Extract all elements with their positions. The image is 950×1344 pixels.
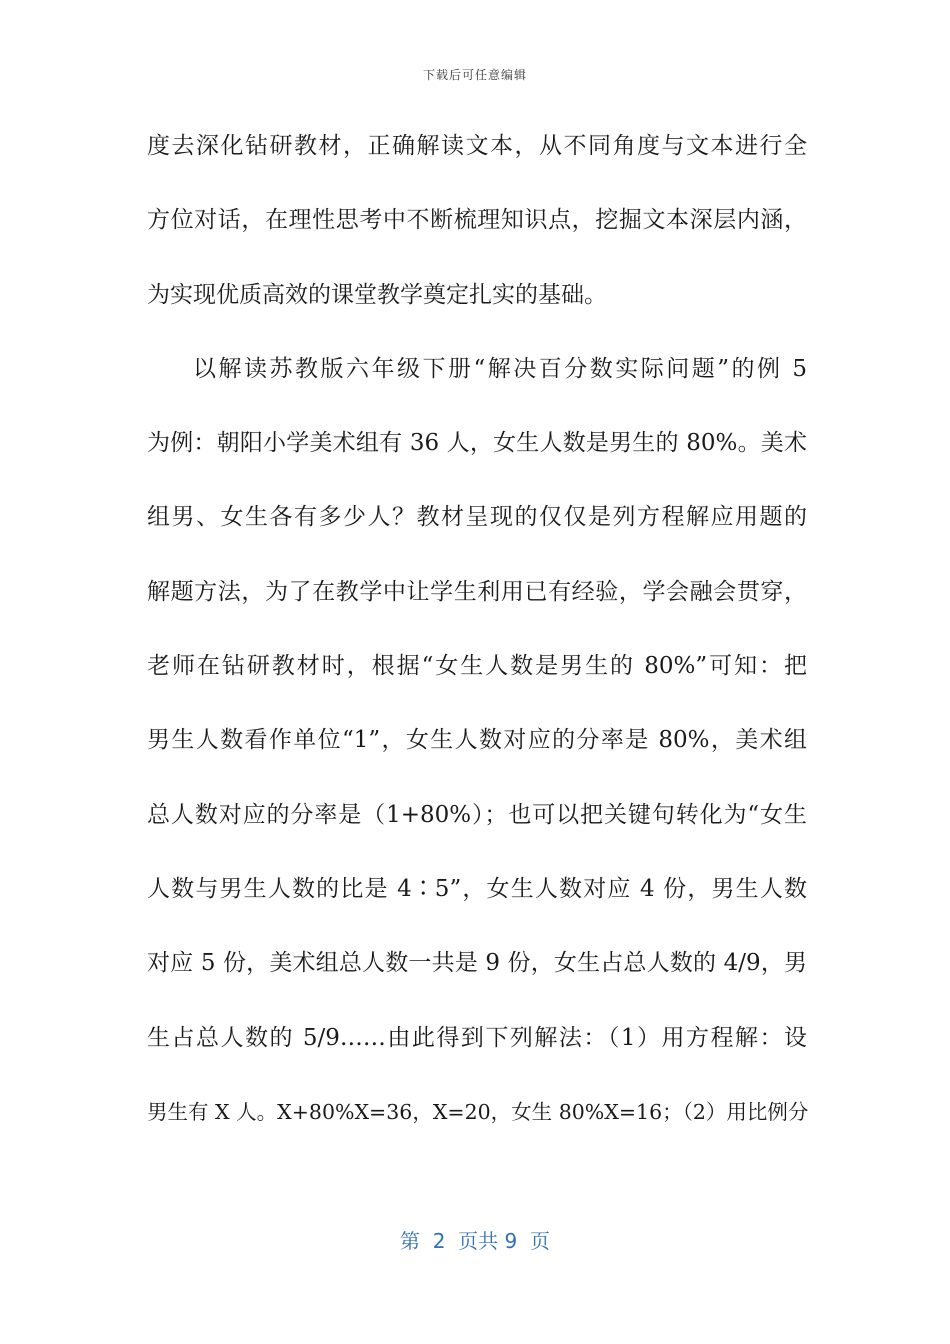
paragraph-line: 方位对话，在理性思考中不断梳理知识点，挖掘文本深层内涵， xyxy=(147,207,807,234)
paragraph-line: 男生人数看作单位“1”，女生人数对应的分率是 80%，美术组 xyxy=(147,727,807,754)
paragraph-line: 男生有 X 人。X+80%X=36，X=20，女生 80%X=16；（2）用比例分 xyxy=(147,1099,809,1124)
document-body xyxy=(147,124,807,1164)
paragraph-line: 解题方法，为了在教学中让学生利用已有经验，学会融会贯穿， xyxy=(147,578,807,605)
paragraph-line: 为实现优质高效的课堂教学奠定扎实的基础。 xyxy=(147,281,607,308)
paragraph-line: 组男、女生各有多少人？教材呈现的仅仅是列方程解应用题的 xyxy=(147,504,807,531)
paragraph-line: 总人数对应的分率是（1+80%）；也可以把关键句转化为“女生 xyxy=(147,801,807,828)
paragraph-line: 度去深化钻研教材，正确解读文本，从不同角度与文本进行全 xyxy=(147,133,807,159)
paragraph-line: 老师在钻研教材时，根据“女生人数是男生的 80%”可知：把 xyxy=(147,653,807,680)
paragraph-line: 以解读苏教版六年级下册“解决百分数实际问题”的例 5 xyxy=(193,355,807,382)
page-header: 下载后可任意编辑 xyxy=(422,68,527,82)
paragraph-line: 对应 5 份，美术组总人数一共是 9 份，女生占总人数的 4/9，男 xyxy=(147,950,807,977)
paragraph-line: 生占总人数的 5/9……由此得到下列解法：（1）用方程解：设 xyxy=(147,1024,807,1051)
paragraph-line: 人数与男生人数的比是 4∶5”，女生人数对应 4 份，男生人数 xyxy=(147,875,807,902)
paragraph-line: 为例：朝阳小学美术组有 36 人，女生人数是男生的 80%。美术 xyxy=(147,430,807,457)
page-number-footer: 第 2 页共 9 页 xyxy=(400,1229,550,1253)
